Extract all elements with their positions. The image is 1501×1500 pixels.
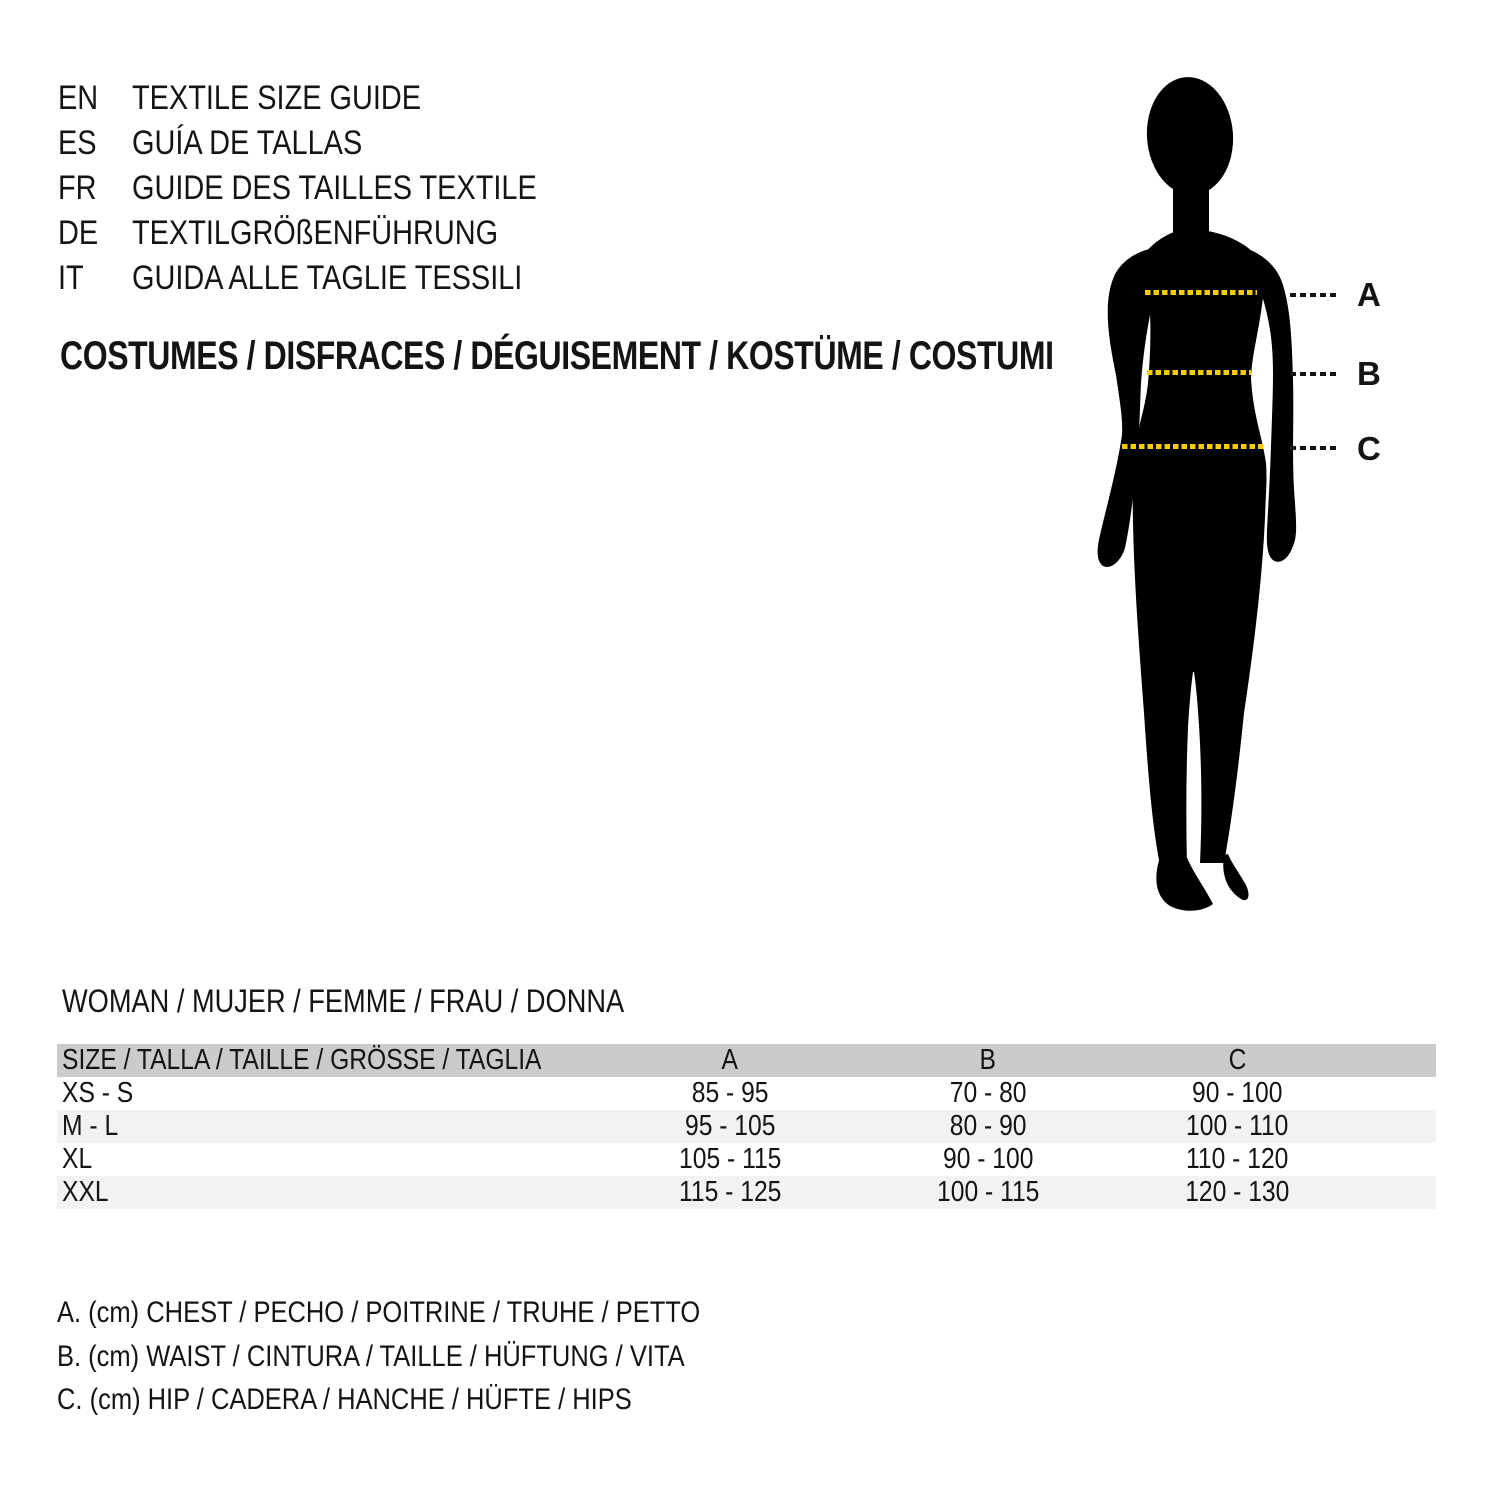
header-a-cell: A (721, 1044, 739, 1076)
hip-cell: 90 - 100 (1191, 1077, 1283, 1109)
language-title: TEXTILE SIZE GUIDE (132, 79, 422, 117)
waist-leader-line (1290, 372, 1340, 376)
marker-label-b: B (1357, 355, 1381, 392)
language-code: IT (58, 259, 84, 297)
chest-cell: 95 - 105 (684, 1110, 776, 1142)
chest-cell: 85 - 95 (691, 1077, 769, 1109)
woman-silhouette (1090, 73, 1305, 918)
marker-label-a: A (1357, 276, 1381, 313)
waist-cell: 90 - 100 (942, 1143, 1034, 1175)
table-row (57, 1176, 1436, 1209)
size-cell: M - L (62, 1110, 119, 1142)
waist-cell: 80 - 90 (949, 1110, 1027, 1142)
header-c-cell: C (1228, 1044, 1246, 1076)
marker-label-c: C (1357, 430, 1381, 467)
table-row (57, 1110, 1436, 1143)
language-row (58, 259, 818, 297)
hip-cell: 120 - 130 (1184, 1176, 1290, 1208)
size-table-header (57, 1044, 1436, 1077)
size-table (57, 1044, 1436, 1209)
language-code: FR (58, 169, 97, 207)
legend-hip: C. (cm) HIP / CADERA / HANCHE / HÜFTE / HIPS (57, 1383, 632, 1416)
language-title: GUIDE DES TAILLES TEXTILE (132, 169, 537, 207)
size-cell: XS - S (62, 1077, 134, 1109)
category-title: COSTUMES / DISFRACES / DÉGUISEMENT / KOSTÜME / COSTUMI (60, 334, 1054, 378)
language-row (58, 214, 818, 252)
size-cell: XXL (62, 1176, 109, 1208)
table-row (57, 1143, 1436, 1176)
table-row (57, 1077, 1436, 1110)
waist-cell: 70 - 80 (949, 1077, 1027, 1109)
language-row (58, 79, 818, 117)
chest-cell: 105 - 115 (678, 1143, 782, 1175)
woman-silhouette-graphic (1090, 73, 1305, 918)
section-title: WOMAN / MUJER / FEMME / FRAU / DONNA (62, 983, 625, 1019)
chest-measure-line (1145, 290, 1257, 295)
language-row (58, 124, 818, 162)
language-row (58, 169, 818, 207)
waist-cell: 100 - 115 (936, 1176, 1040, 1208)
language-title: GUIDA ALLE TAGLIE TESSILI (132, 259, 523, 297)
header-size-cell: SIZE / TALLA / TAILLE / GRÖSSE / TAGLIA (62, 1044, 542, 1076)
header-b-cell: B (979, 1044, 997, 1076)
legend-waist: B. (cm) WAIST / CINTURA / TAILLE / HÜFTUNG / VITA (57, 1340, 685, 1373)
size-cell: XL (62, 1143, 93, 1175)
language-code: ES (58, 124, 97, 162)
hip-leader-line (1290, 446, 1340, 450)
chest-leader-line (1290, 293, 1340, 297)
language-title: TEXTILGRÖßENFÜHRUNG (132, 214, 499, 252)
language-code: DE (58, 214, 99, 252)
hip-cell: 110 - 120 (1185, 1143, 1289, 1175)
language-title: GUÍA DE TALLAS (132, 124, 363, 162)
chest-cell: 115 - 125 (678, 1176, 782, 1208)
hip-cell: 100 - 110 (1185, 1110, 1289, 1142)
legend-chest: A. (cm) CHEST / PECHO / POITRINE / TRUHE / PETTO (57, 1296, 701, 1329)
language-code: EN (58, 79, 99, 117)
hip-measure-line (1122, 444, 1266, 449)
waist-measure-line (1147, 370, 1251, 375)
